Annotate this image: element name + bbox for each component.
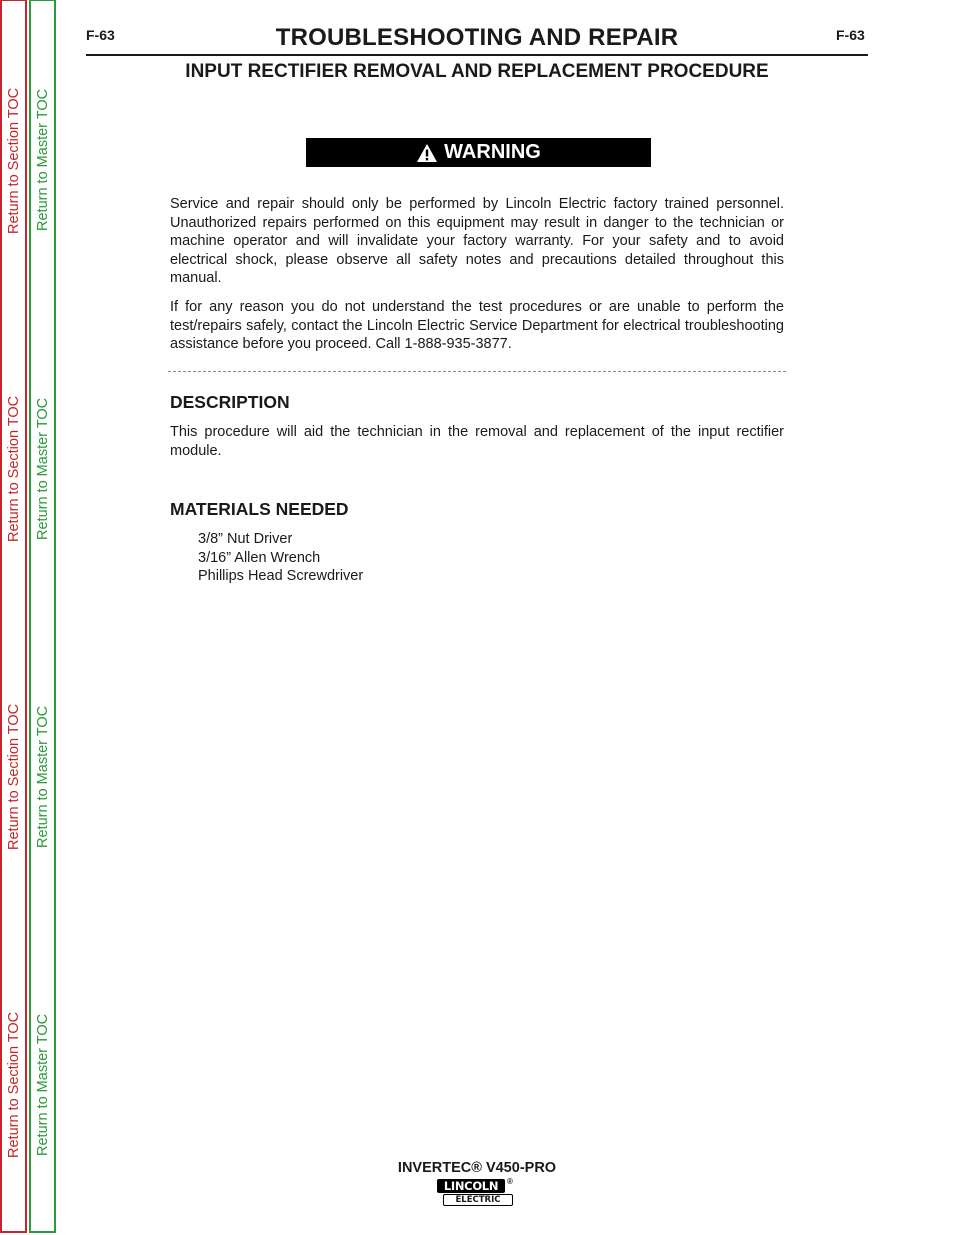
logo-registered-mark: ® xyxy=(507,1177,513,1186)
logo-bottom-text: ELECTRIC xyxy=(443,1194,513,1206)
header-rule xyxy=(86,54,868,56)
materials-heading: MATERIALS NEEDED xyxy=(170,499,349,519)
list-item: Phillips Head Screwdriver xyxy=(198,568,364,585)
warning-paragraph: If for any reason you do not understand the test procedures or are unable to perform the test/repairs safely, contact the Lincoln Electric Service Department for electrical troubleshooting assistance before you proceed. Call 1-888-935-3877. xyxy=(170,299,784,353)
procedure-title: INPUT RECTIFIER REMOVAL AND REPLACEMENT PROCEDURE xyxy=(185,61,769,82)
warning-triangle-icon xyxy=(416,143,438,163)
return-to-section-toc-link[interactable]: Return to Section TOC xyxy=(5,87,22,234)
list-item: 3/8” Nut Driver xyxy=(198,531,293,547)
logo-top-text: LINCOLN xyxy=(437,1179,505,1193)
list-item: 3/16” Allen Wrench xyxy=(198,549,321,566)
master-toc-sidebar xyxy=(29,0,56,1233)
warning-label: WARNING xyxy=(444,141,541,163)
description-heading: DESCRIPTION xyxy=(170,392,290,412)
return-to-master-toc-link[interactable]: Return to Master TOC xyxy=(34,88,51,231)
product-name: INVERTEC® V450-PRO xyxy=(397,1160,557,1176)
warning-banner xyxy=(306,138,651,167)
page-number-right: F-63 xyxy=(836,27,865,43)
return-to-section-toc-link[interactable]: Return to Section TOC xyxy=(5,1011,22,1158)
section-divider xyxy=(168,371,786,372)
return-to-section-toc-link[interactable]: Return to Section TOC xyxy=(5,703,22,850)
page-title: TROUBLESHOOTING AND REPAIR xyxy=(275,24,679,51)
lincoln-electric-logo xyxy=(437,1179,515,1207)
return-to-master-toc-link[interactable]: Return to Master TOC xyxy=(34,1013,51,1156)
return-to-master-toc-link[interactable]: Return to Master TOC xyxy=(34,397,51,540)
return-to-section-toc-link[interactable]: Return to Section TOC xyxy=(5,395,22,542)
page-number-left: F-63 xyxy=(86,27,115,43)
section-toc-sidebar xyxy=(0,0,27,1233)
warning-paragraph: Service and repair should only be performed by Lincoln Electric factory trained personnel. Unauthorized repairs performed on this equipment may result in danger to the technician or machine operator and will invalidate your factory warranty. For your safety and to avoid electrical shock, please observe all safety notes and precautions detailed throughout this manual. xyxy=(170,196,784,287)
return-to-master-toc-link[interactable]: Return to Master TOC xyxy=(34,705,51,848)
materials-list xyxy=(198,530,363,586)
description-text: This procedure will aid the technician in the removal and replacement of the input rectifier module. xyxy=(170,424,784,459)
